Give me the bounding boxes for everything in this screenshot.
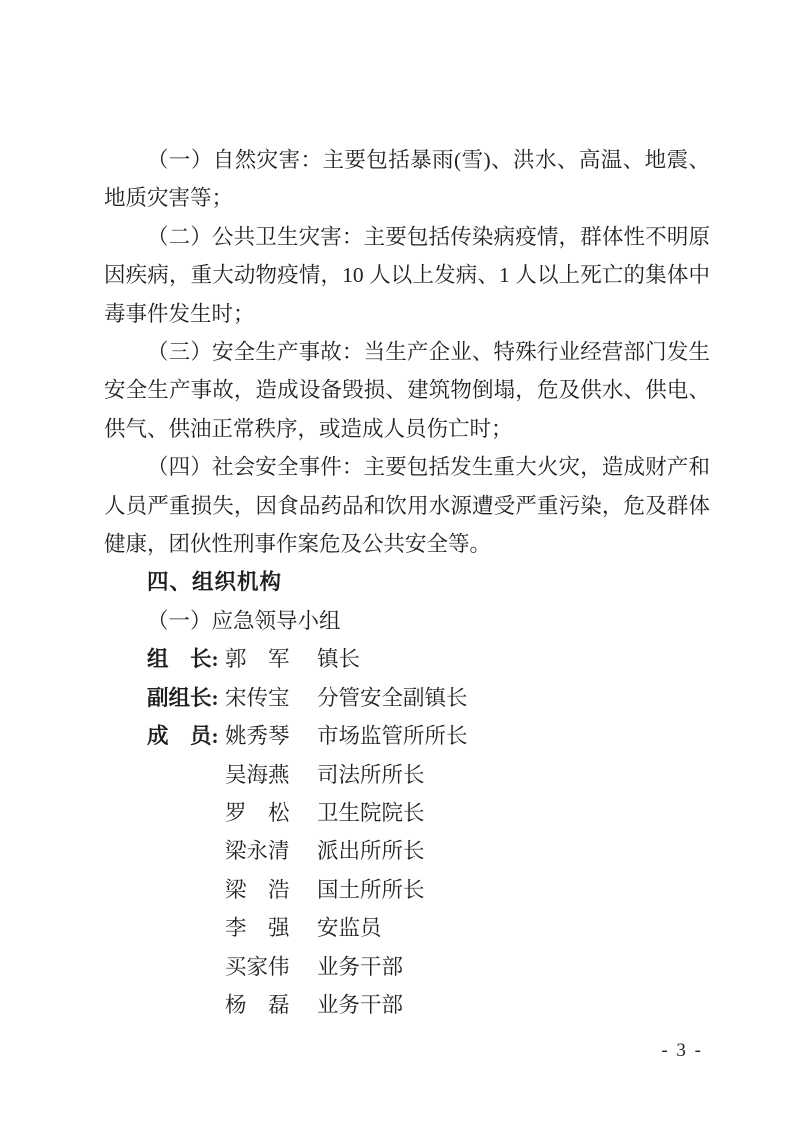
roster-title: 分管安全副镇长	[317, 685, 468, 710]
roster-name: 郭 军	[225, 647, 290, 672]
roster-name: 梁 浩	[225, 877, 290, 902]
roster-label	[147, 794, 225, 832]
roster-title: 业务干部	[317, 992, 404, 1017]
roster-name: 吴海燕	[225, 762, 290, 787]
roster-name: 宋传宝	[225, 685, 290, 710]
roster-row-member	[147, 794, 710, 832]
leadership-roster	[104, 640, 710, 1024]
roster-row-member	[147, 871, 710, 909]
roster-row-member	[147, 909, 710, 947]
document-body	[104, 141, 710, 1024]
roster-label: 副组长:	[147, 685, 219, 710]
roster-row-member	[147, 832, 710, 870]
subsection-heading: （一）应急领导小组	[147, 608, 341, 633]
roster-name: 梁永清	[225, 839, 290, 864]
roster-label: 成 员:	[147, 724, 219, 749]
roster-row-leader	[147, 640, 710, 678]
roster-label	[147, 832, 225, 870]
roster-title: 市场监管所所长	[317, 724, 468, 749]
roster-title: 卫生院院长	[317, 800, 425, 825]
roster-name: 姚秀琴	[225, 724, 290, 749]
roster-row-deputy-leader	[147, 679, 710, 717]
roster-title: 业务干部	[317, 954, 404, 979]
paragraph-public-health: （二）公共卫生灾害：主要包括传染病疫情，群体性不明原因疾病，重大动物疫情，10 人以上发病、1 人以上死亡的集体中毒事件发生时；	[104, 224, 710, 326]
roster-label	[147, 756, 225, 794]
roster-label	[147, 871, 225, 909]
page-number: - 3 -	[661, 1040, 703, 1061]
roster-row-member	[147, 756, 710, 794]
roster-label: 组 长:	[147, 647, 219, 672]
roster-row-member	[147, 717, 710, 755]
roster-name: 买家伟	[225, 954, 290, 979]
roster-title: 派出所所长	[317, 839, 425, 864]
roster-name: 李 强	[225, 916, 290, 941]
paragraph-social-safety: （四）社会安全事件：主要包括发生重大火灾，造成财产和人员严重损失，因食品药品和饮用水源遭受严重污染，危及群体健康，团伙性刑事作案危及公共安全等。	[104, 455, 710, 557]
roster-name: 杨 磊	[225, 992, 290, 1017]
paragraph-production-safety: （三）安全生产事故：当生产企业、特殊行业经营部门发生安全生产事故，造成设备毁损、建筑物倒塌，危及供水、供电、供气、供油正常秩序，或造成人员伤亡时；	[104, 340, 710, 441]
roster-label	[147, 948, 225, 986]
roster-title: 司法所所长	[317, 762, 425, 787]
roster-label	[147, 909, 225, 947]
roster-name: 罗 松	[225, 800, 290, 825]
paragraph-natural-disaster: （一）自然灾害：主要包括暴雨(雪)、洪水、高温、地震、地质灾害等；	[104, 148, 710, 211]
roster-title: 安监员	[317, 916, 382, 941]
roster-title: 镇长	[317, 647, 361, 672]
roster-row-member	[147, 948, 710, 986]
roster-title: 国土所所长	[317, 877, 425, 902]
roster-label	[147, 986, 225, 1024]
section-heading: 四、组织机构	[147, 570, 283, 595]
roster-row-member	[147, 986, 710, 1024]
